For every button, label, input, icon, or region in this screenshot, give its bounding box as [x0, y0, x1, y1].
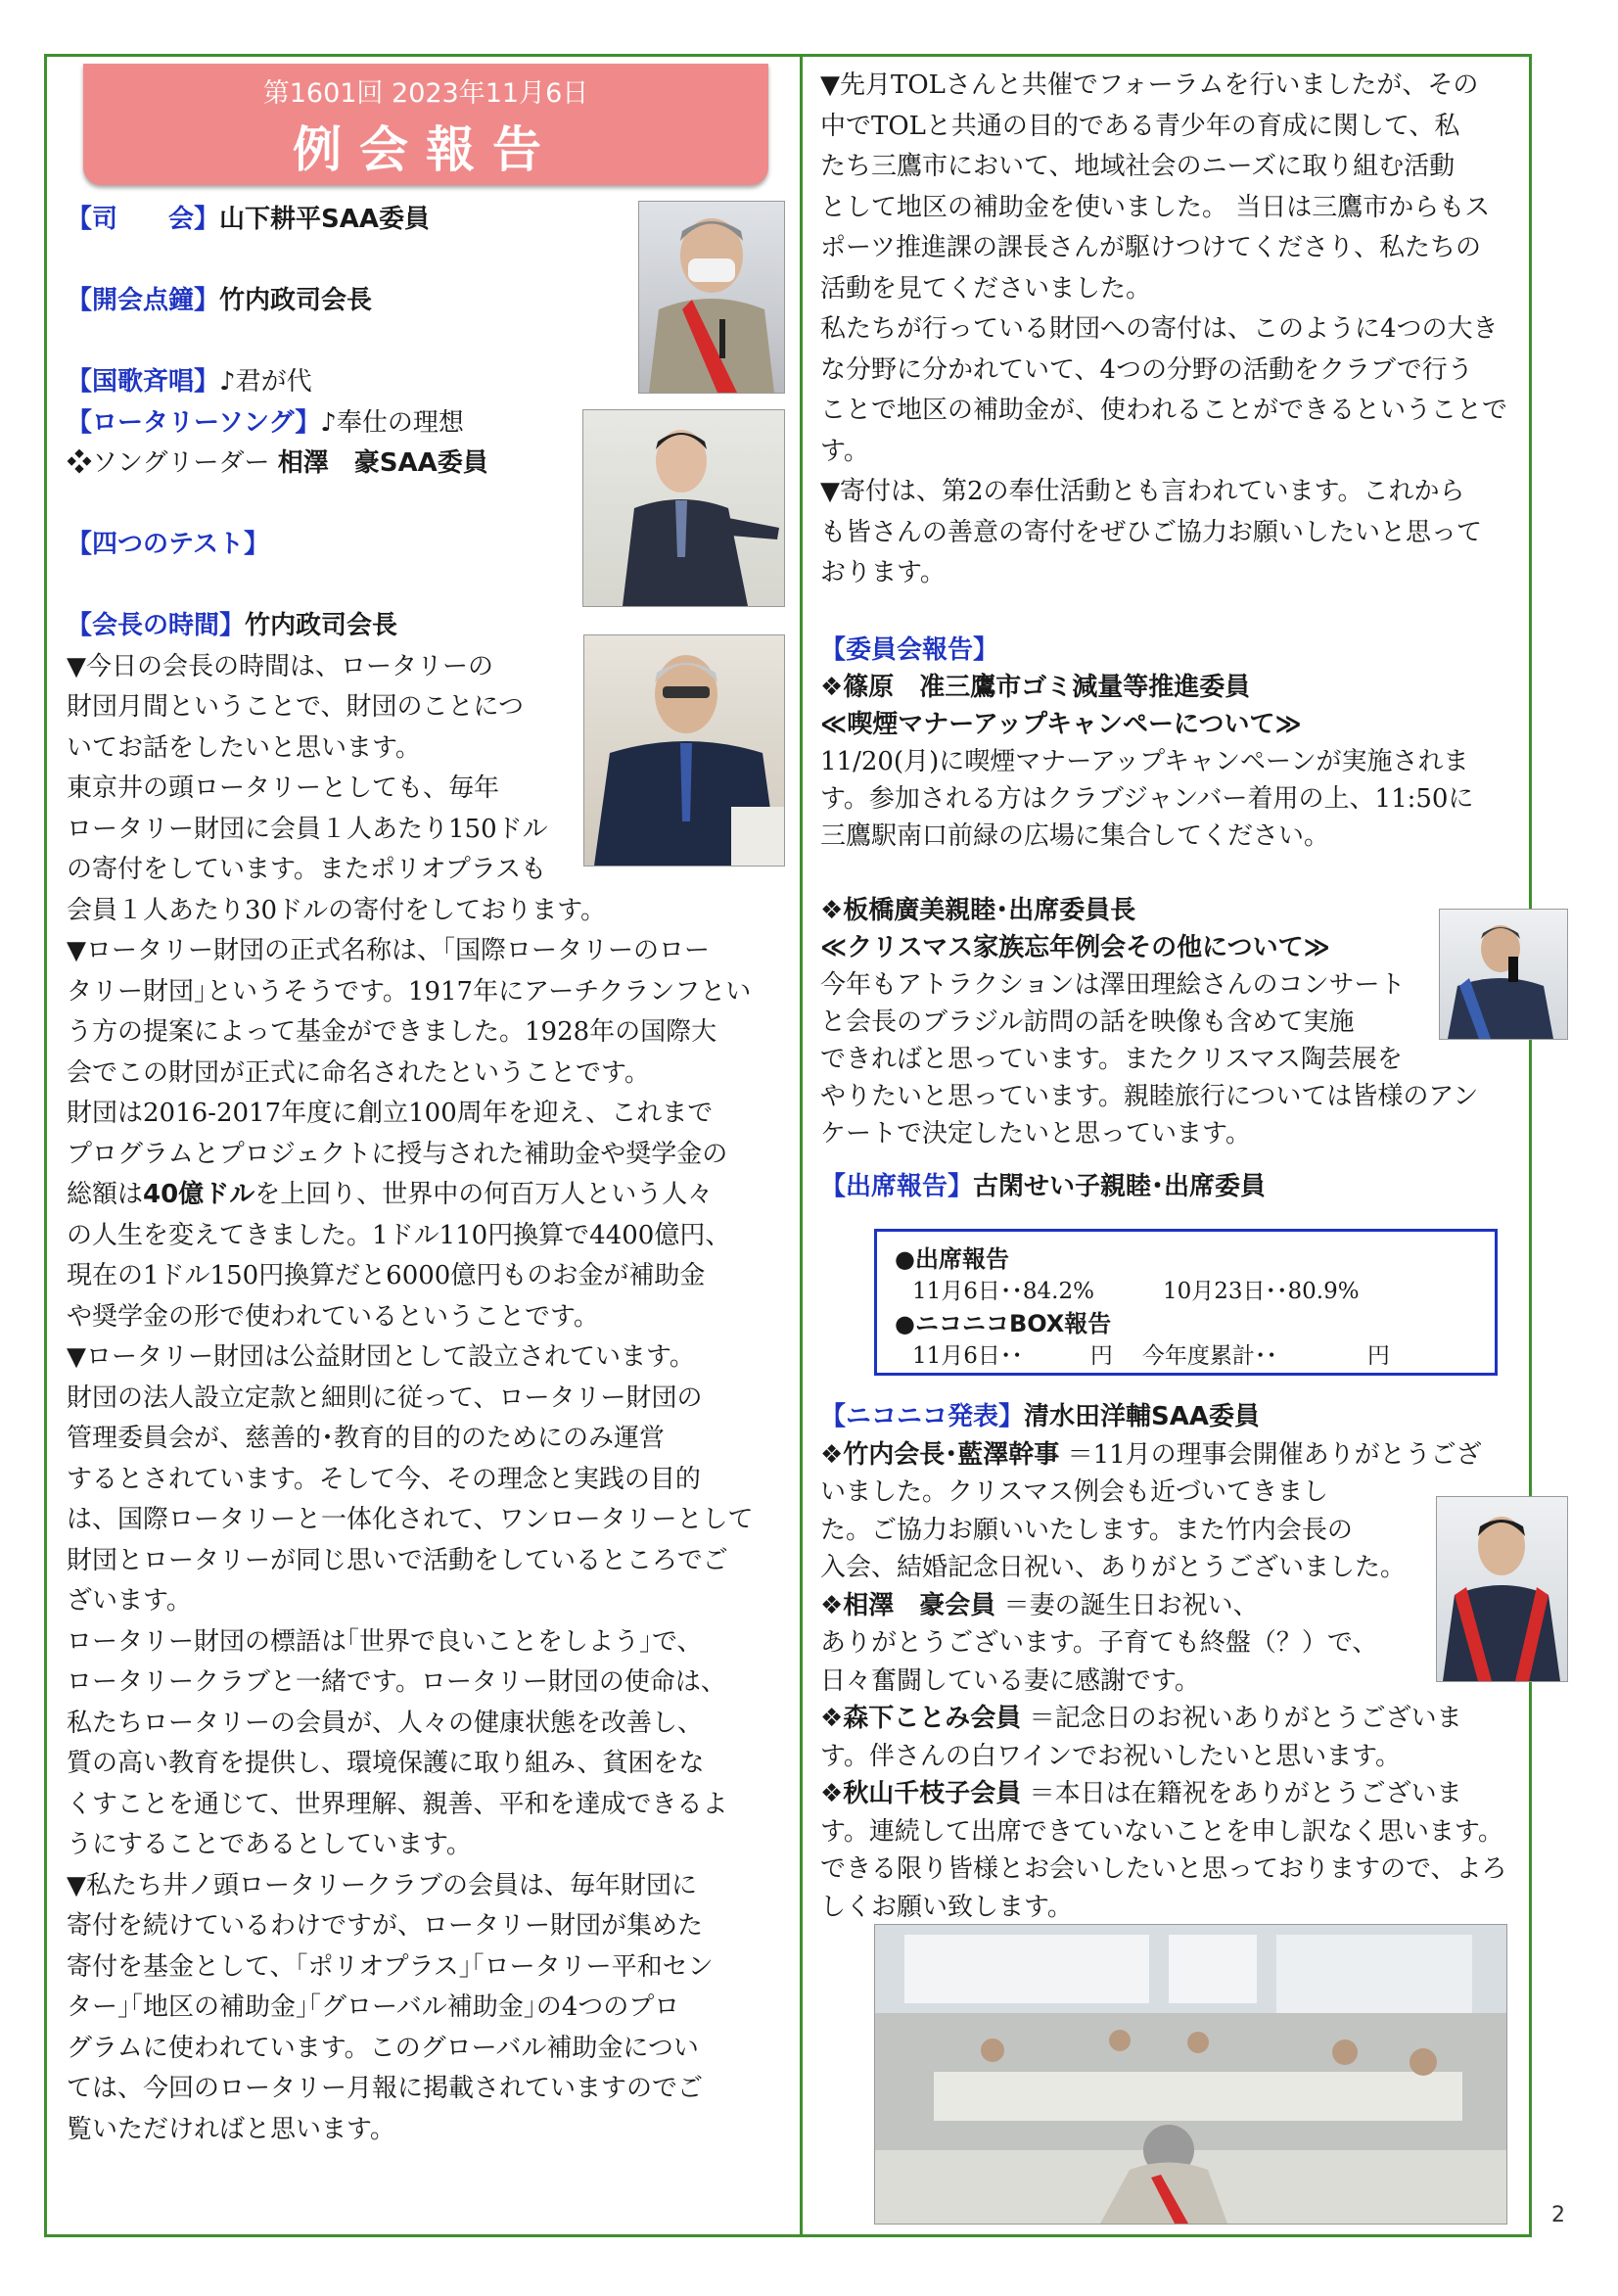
- nico-entry-3: ❖森下ことみ会員 ＝記念日のお祝いありがとうございま: [820, 1704, 1462, 1733]
- text-line: た。ご協力お願いいたします。また竹内会長の: [820, 1515, 1353, 1545]
- nico-entry-4: ❖秋山千枝子会員 ＝本日は在籍祝をありがとうございま: [820, 1779, 1462, 1808]
- text-line: するとされています。そして今、その理念と実践の目的: [67, 1464, 701, 1494]
- chair-photo: [638, 201, 785, 394]
- text-line: は、国際ロータリーと一体化されて、ワンロータリーとして: [67, 1505, 754, 1534]
- text-line: ポーツ推進課の課長さんが駆けつけてくださり、私たちの: [820, 233, 1481, 262]
- text-line: 11/20(月)に喫煙マナーアップキャンペーンが実施されま: [820, 747, 1469, 776]
- committee-chair-photo: [1439, 909, 1568, 1040]
- text-line: 私たちが行っている財団への寄付は、このように4つの大き: [820, 314, 1499, 344]
- text-line: ロータリー財団に会員１人あたり150ドル: [67, 814, 548, 844]
- text-line: す。連続して出席できていないことを申し訳なく思います。: [820, 1816, 1503, 1847]
- text-line: 今年もアトラクションは澤田理絵さんのコンサート: [820, 970, 1406, 1000]
- text-line: として地区の補助金を使いました。 当日は三鷹市からもス: [820, 192, 1491, 222]
- bell-line: 【開会点鐘】竹内政司会長: [67, 286, 373, 315]
- text-line: ありがとうございます。子育ても終盤（？）で、: [820, 1628, 1378, 1658]
- text-line: できる限り皆様とお会いしたいと思っておりますので、よろ: [820, 1854, 1507, 1884]
- text-line: 現在の1ドル150円換算だと6000億円ものお金が補助金: [67, 1261, 706, 1290]
- text-line: ケートで決定したいと思っています。: [820, 1119, 1251, 1148]
- song-leader-line: ❖ソングリーダー 相澤 豪SAA委員: [67, 448, 488, 478]
- text-line: たち三鷹市において、地域社会のニーズに取り組む活動: [820, 152, 1456, 181]
- text-line: 財団とロータリーが同じ思いで活動をしているところでご: [67, 1545, 728, 1575]
- text-line: 覧いただければと思います。: [67, 2114, 395, 2144]
- text-line: いてお話をしたいと思います。: [67, 732, 421, 763]
- text-line: 東京井の頭ロータリーとしても、毎年: [67, 773, 500, 803]
- text-line: 総額は40億ドルを上回り、世界中の何百万人という人々: [67, 1180, 714, 1209]
- text-line: ▼ロータリー財団は公益財団として設立されています。: [67, 1342, 695, 1372]
- report-title: 例会報告: [293, 121, 559, 178]
- text-line: おります。: [820, 558, 946, 587]
- text-line: ▼今日の会長の時間は、ロータリーの: [67, 651, 493, 681]
- committee-heading: 【委員会報告】: [820, 635, 999, 665]
- nico-section: [820, 1398, 1525, 1926]
- text-line: ▼先月TOLさんと共催でフォーラムを行いましたが、その: [820, 70, 1479, 100]
- song-leader-photo: [582, 409, 785, 607]
- text-line: す。伴さんの白ワインでお祝いしたいと思います。: [820, 1741, 1402, 1771]
- president-time-heading: 【会長の時間】竹内政司会長: [67, 611, 398, 640]
- text-line: ▼ロータリー財団の正式名称は、｢国際ロータリーのロー: [67, 936, 710, 965]
- text-line: す。: [820, 436, 869, 466]
- text-line: 質の高い教育を提供し、環境保護に取り組み、貧困をな: [67, 1749, 705, 1778]
- meeting-room-photo: [874, 1924, 1507, 2225]
- text-line: 寄付を基金として、｢ポリオプラス｣｢ロータリー平和セン: [67, 1951, 714, 1982]
- text-line: と会長のブラジル訪問の話を映像も含めて実施: [820, 1007, 1355, 1037]
- text-line: うにすることであるとしています。: [67, 1830, 472, 1859]
- text-line: ことで地区の補助金が、使われることができるということで: [820, 396, 1508, 425]
- text-line: プログラムとプロジェクトに授与された補助金や奨学金の: [67, 1139, 728, 1169]
- text-line: ター｣｢地区の補助金｣｢グローバル補助金｣の4つのプロ: [67, 1992, 680, 2022]
- text-line: グラムに使われています。このグローバル補助金につい: [67, 2033, 699, 2063]
- text-line: 寄付を続けているわけですが、ロータリー財団が集めた: [67, 1911, 704, 1941]
- four-way-test-heading: 【四つのテスト】: [67, 530, 269, 559]
- attendance-rates: 11月6日･･84.2% 10月23日･･80.9%: [912, 1279, 1360, 1304]
- text-line: ロータリークラブと一緒です。ロータリー財団の使命は、: [67, 1667, 726, 1697]
- text-line: の寄付をしています。またポリオプラスも: [67, 855, 547, 884]
- text-line: 日々奮闘している妻に感謝です。: [820, 1665, 1200, 1696]
- chair-line: 【司 会】山下耕平SAA委員: [67, 205, 430, 234]
- text-line: ざいます。: [67, 1586, 192, 1616]
- text-line: くすことを通じて、世界理解、親善、平和を達成できるよ: [67, 1789, 728, 1819]
- nico-presenter-photo: [1436, 1496, 1568, 1682]
- text-line: 財団の法人設立定款と細則に従って、ロータリー財団の: [67, 1382, 703, 1413]
- text-line: 管理委員会が、慈善的･教育的目的のためにのみ運営: [67, 1424, 666, 1453]
- text-line: しくお願い致します。: [820, 1892, 1073, 1922]
- committee-section: [820, 632, 1525, 1205]
- anthem-line: 【国歌斉唱】♪君が代: [67, 367, 312, 397]
- text-line: も皆さんの善意の寄付をぜひご協力お願いしたいと思って: [820, 517, 1483, 547]
- column-divider: [800, 54, 803, 2237]
- meeting-number-date: 第1601回 2023年11月6日: [262, 78, 589, 109]
- text-line: タリー財団｣というそうです。1917年にアーチクランフとい: [67, 976, 752, 1007]
- text-line: 財団月間ということで、財団のことにつ: [67, 692, 524, 722]
- text-line: う方の提案によって基金ができました。1928年の国際大: [67, 1017, 717, 1047]
- text-line: 会でこの財団が正式に命名されたということです。: [67, 1057, 650, 1088]
- nico-heading: 【ニコニコ発表】清水田洋輔SAA委員: [820, 1402, 1260, 1431]
- committee-report-2-name: ❖板橋廣美親睦･出席委員長: [820, 896, 1136, 925]
- text-line: 三鷹駅南口前緑の広場に集合してください。: [820, 821, 1330, 851]
- text-line: や奨学金の形で使われているということです。: [67, 1301, 599, 1332]
- committee-report-1-title: ≪喫煙マナーアップキャンペーについて≫: [820, 710, 1302, 739]
- text-line: 財団は2016-2017年度に創立100周年を迎え、これまで: [67, 1099, 714, 1128]
- nico-entry-1: ❖竹内会長･藍澤幹事 ＝11月の理事会開催ありがとうござ: [820, 1439, 1482, 1470]
- text-line: 活動を見てくださいました。: [820, 273, 1152, 304]
- nico-amounts: 11月6日･･ 円 今年度累計･･ 円: [912, 1343, 1390, 1369]
- text-line: 私たちロータリーの会員が、人々の健康状態を改善し、: [67, 1708, 704, 1738]
- committee-report-1-name: ❖篠原 准三鷹市ゴミ減量等推進委員: [820, 673, 1251, 702]
- rotary-song-line: 【ロータリーソング】♪奉仕の理想: [67, 407, 464, 438]
- text-line: やりたいと思っています。親睦旅行については皆様のアン: [820, 1082, 1479, 1111]
- nico-box-heading: ●ニコニコBOX報告: [895, 1310, 1112, 1337]
- right-column: [820, 66, 1525, 594]
- attendance-heading: 【出席報告】古閑せい子親睦･出席委員: [820, 1172, 1267, 1201]
- president-photo: [583, 634, 785, 867]
- attendance-box: [874, 1229, 1498, 1376]
- text-line: ▼寄付は、第2の奉仕活動とも言われています。これから: [820, 477, 1465, 506]
- committee-report-2-title: ≪クリスマス家族忘年例会その他について≫: [820, 933, 1330, 962]
- text-line: ては、今回のロータリー月報に掲載されていますのでご: [67, 2074, 704, 2103]
- text-line: す。参加される方はクラブジャンバー着用の上、11:50に: [820, 784, 1474, 814]
- attendance-box-heading: ●出席報告: [895, 1245, 1009, 1273]
- text-line: 入会、結婚記念日祝い、ありがとうございました。: [820, 1553, 1407, 1582]
- text-line: できればと思っています。またクリスマス陶芸展を: [820, 1045, 1403, 1074]
- nico-entry-2: ❖相澤 豪会員 ＝妻の誕生日お祝い、: [820, 1590, 1259, 1620]
- text-line: な分野に分かれていて、4つの分野の活動をクラブで行う: [820, 354, 1473, 385]
- page-number: 2: [1551, 2203, 1565, 2227]
- text-line: 中でTOLと共通の目的である青少年の育成に関して、私: [820, 111, 1460, 141]
- report-banner: [83, 64, 768, 185]
- text-line: の人生を変えてきました。1ドル110円換算で4400億円、: [67, 1220, 731, 1250]
- text-line: 会員１人あたり30ドルの寄付をしております。: [67, 895, 607, 925]
- text-line: ロータリー財団の標語は｢世界で良いことをしよう｣で、: [67, 1626, 703, 1657]
- text-line: いました。クリスマス例会も近づいてきまし: [820, 1477, 1328, 1507]
- text-line: ▼私たち井ノ頭ロータリークラブの会員は、毎年財団に: [67, 1870, 697, 1900]
